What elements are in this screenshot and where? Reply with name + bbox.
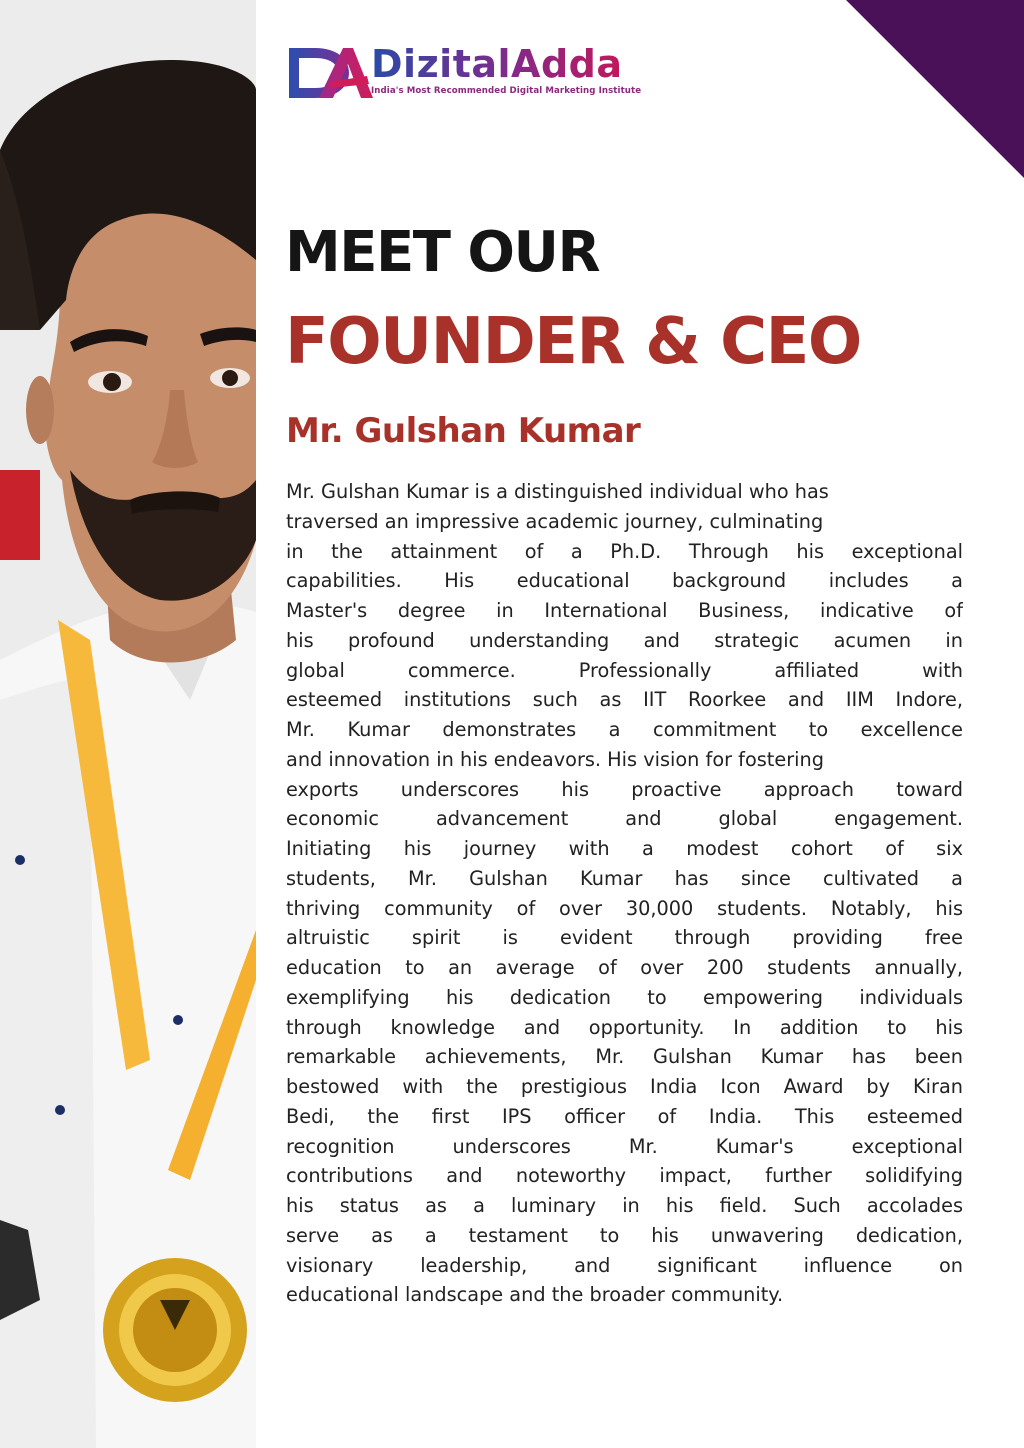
bio-line: bestowed with the prestigious India Icon Award by Kiran bbox=[286, 1075, 963, 1098]
bio-line: thriving community of over 30,000 students. Notably, his bbox=[286, 896, 963, 920]
heading-meet-our: MEET OUR bbox=[285, 220, 600, 285]
founder-bio bbox=[286, 477, 963, 1310]
bio-line: global commerce. Professionally affiliated with bbox=[286, 658, 963, 682]
logo-mark-icon bbox=[285, 42, 377, 100]
bio-line: Bedi, the first IPS officer of India. This esteemed bbox=[286, 1104, 963, 1128]
bio-line: through knowledge and opportunity. In addition to his bbox=[286, 1015, 963, 1039]
heading-founder-ceo: FOUNDER & CEO bbox=[285, 305, 861, 379]
founder-portrait bbox=[0, 0, 256, 1448]
bio-line: educational landscape and the broader community. bbox=[286, 1283, 784, 1307]
corner-triangle bbox=[846, 0, 1024, 178]
bio-line: recognition underscores Mr. Kumar's exceptional bbox=[286, 1134, 963, 1158]
bio-line: and innovation in his endeavors. His vision for fostering bbox=[286, 747, 824, 771]
portrait-illustration bbox=[0, 0, 256, 1448]
bio-line: his profound understanding and strategic acumen in bbox=[286, 628, 963, 652]
bio-line: remarkable achievements, Mr. Gulshan Kumar has been bbox=[286, 1045, 963, 1069]
bio-line: economic advancement and global engagement. bbox=[286, 807, 963, 831]
bio-line: in the attainment of a Ph.D. Through his exceptional bbox=[286, 539, 963, 563]
bio-line: Initiating his journey with a modest cohort of six bbox=[286, 837, 963, 860]
logo-name: DizitalAdda bbox=[371, 42, 623, 86]
bio-line: traversed an impressive academic journey, culminating bbox=[286, 509, 824, 533]
bio-line: esteemed institutions such as IIT Roorkee and IIM Indore, bbox=[286, 688, 963, 712]
founder-name: Mr. Gulshan Kumar bbox=[286, 411, 641, 451]
bio-line: altruistic spirit is evident through providing free bbox=[286, 926, 963, 950]
bio-line: students, Mr. Gulshan Kumar has since cultivated a bbox=[286, 866, 963, 890]
bio-line: contributions and noteworthy impact, further solidifying bbox=[286, 1164, 963, 1188]
bio-line: capabilities. His educational background includes a bbox=[286, 569, 963, 593]
bio-line: his status as a luminary in his field. Such accolades bbox=[286, 1194, 963, 1217]
logo-tagline: India's Most Recommended Digital Marketing Institute bbox=[371, 86, 642, 96]
bio-line: serve as a testament to his unwavering dedication, bbox=[286, 1223, 963, 1247]
dizitaladda-logo bbox=[285, 36, 685, 106]
bio-line: Master's degree in International Business, indicative of bbox=[286, 599, 963, 622]
bio-line: visionary leadership, and significant influence on bbox=[286, 1253, 963, 1277]
bio-line: exemplifying his dedication to empowering individuals bbox=[286, 985, 963, 1009]
bio-line: Mr. Gulshan Kumar is a distinguished individual who has bbox=[286, 480, 829, 503]
bio-line: Mr. Kumar demonstrates a commitment to excellence bbox=[286, 718, 963, 741]
bio-line: exports underscores his proactive approach toward bbox=[286, 777, 963, 801]
bio-line: education to an average of over 200 students annually, bbox=[286, 956, 963, 979]
